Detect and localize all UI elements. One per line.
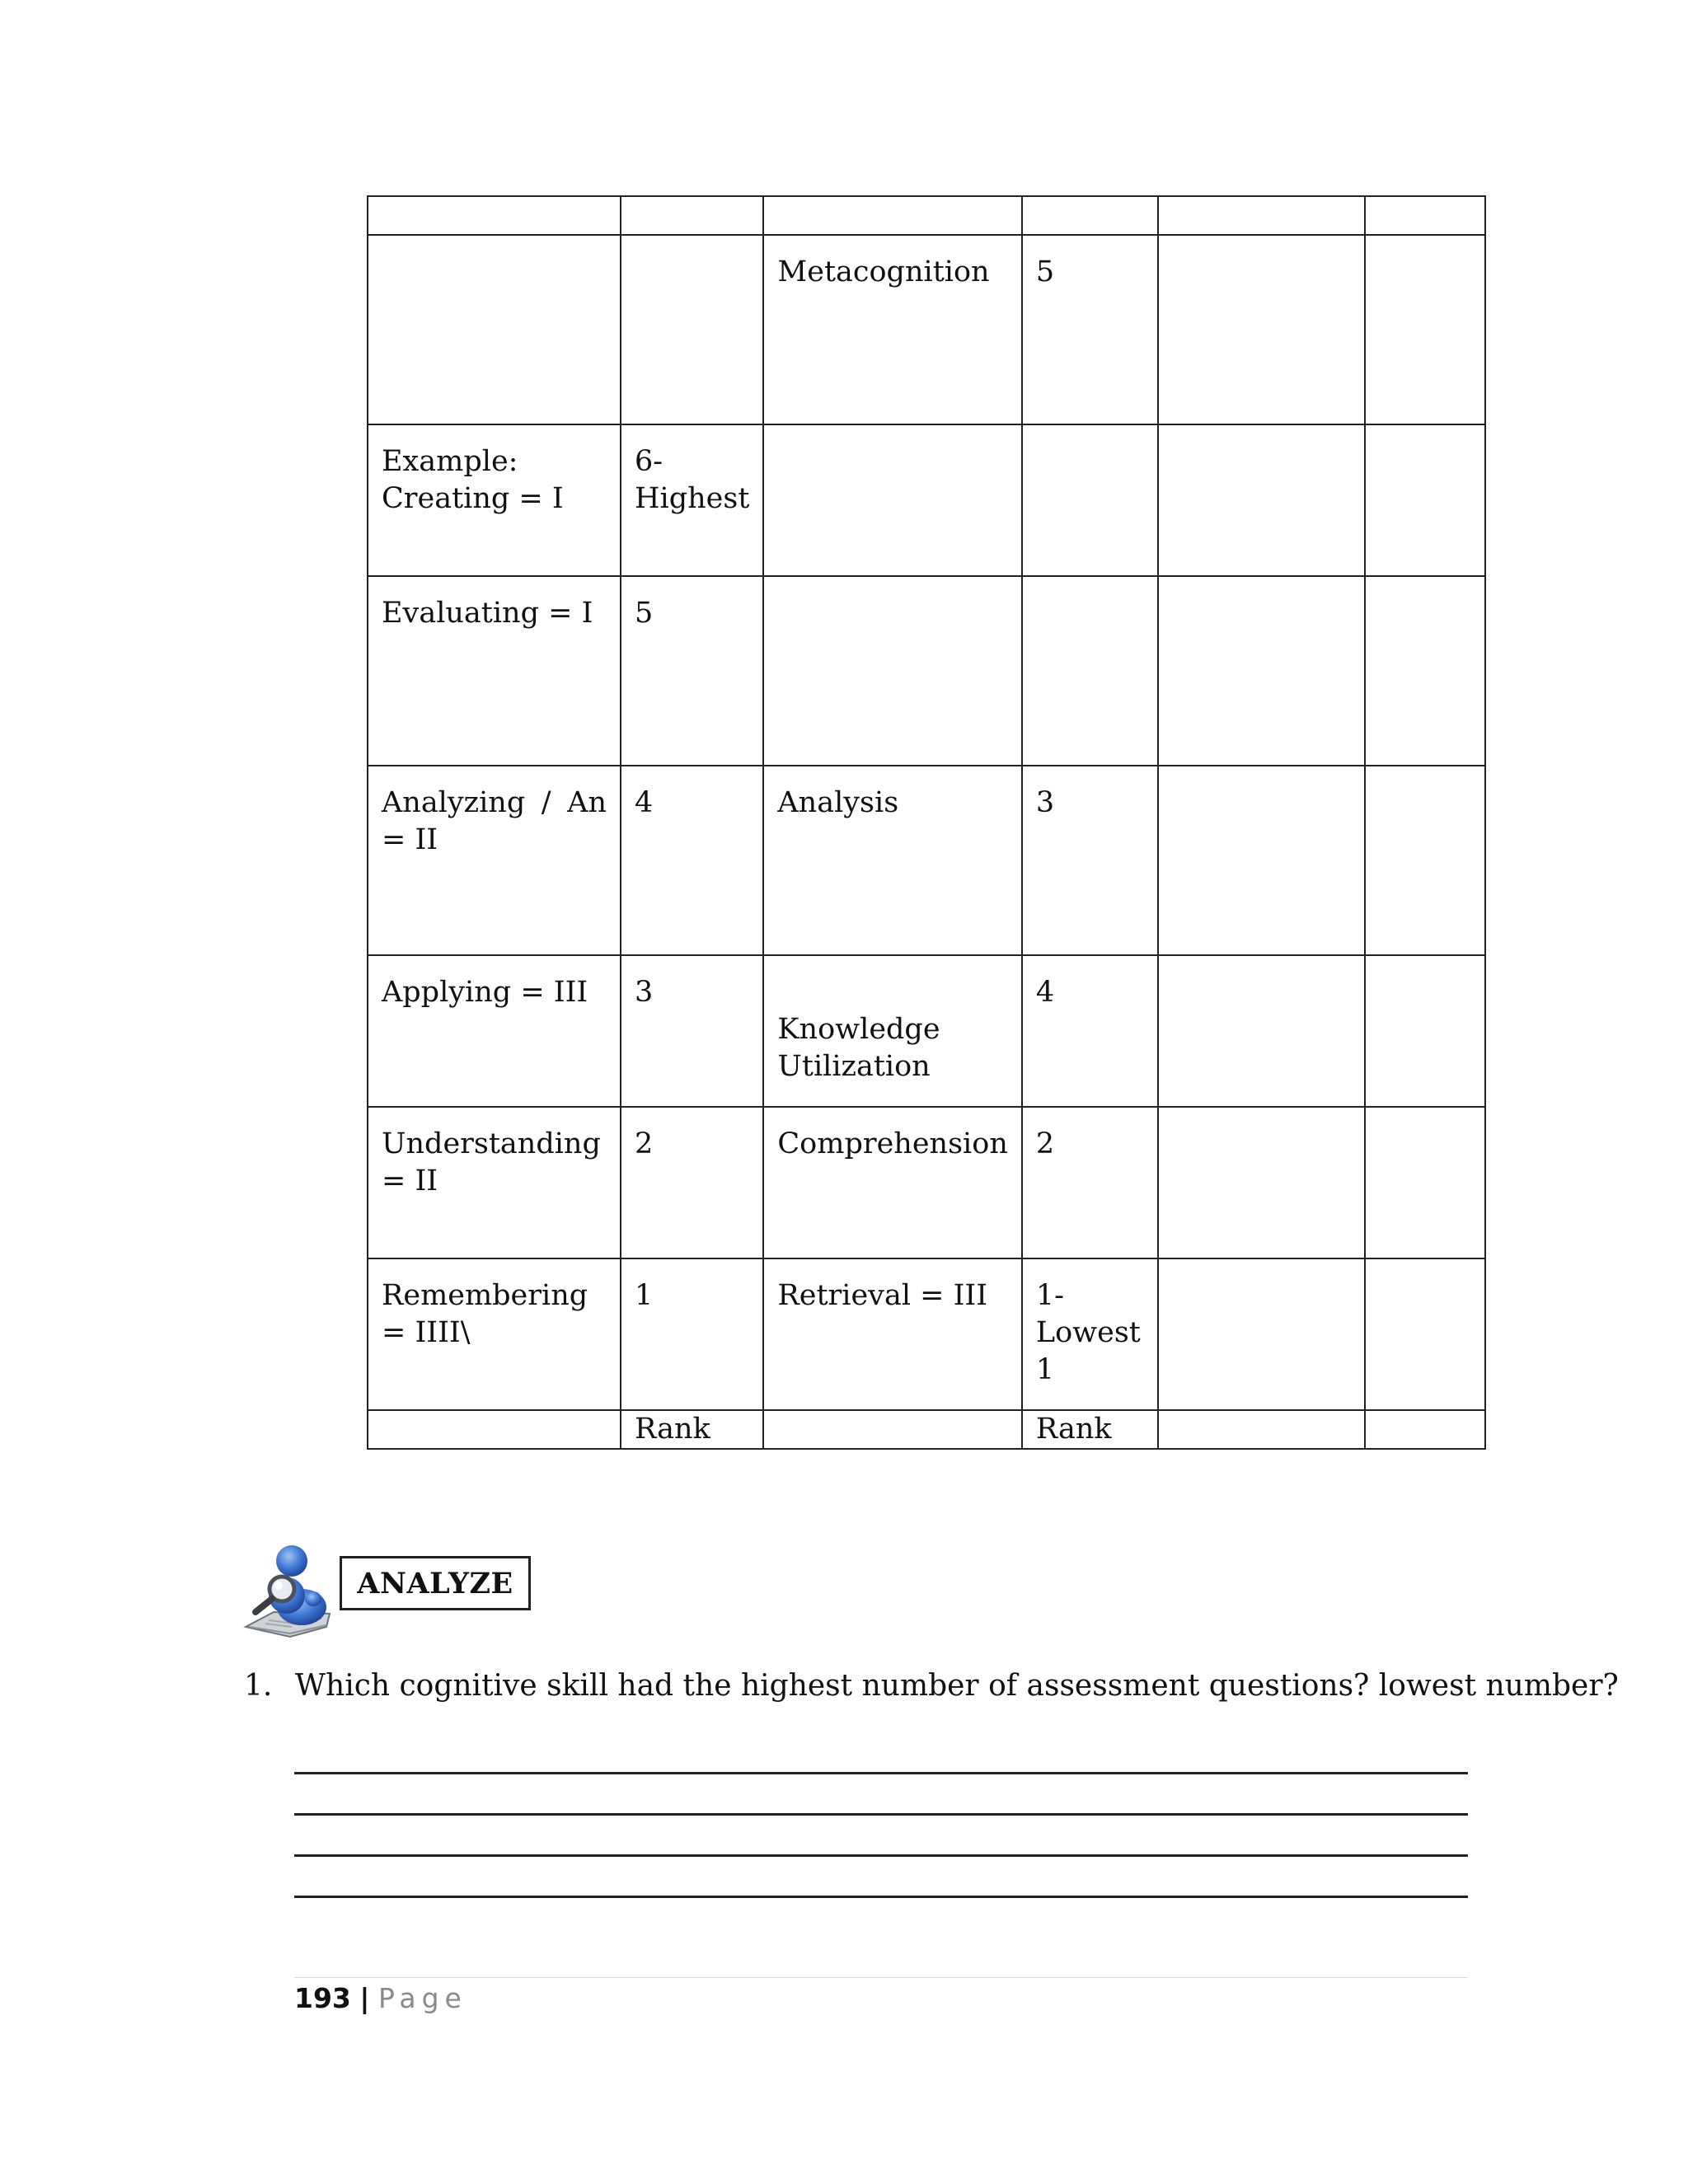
table-cell: Knowledge Utilization bbox=[763, 955, 1021, 1107]
table-row bbox=[368, 955, 1485, 1107]
footer-divider bbox=[294, 1977, 1468, 1978]
table-cell bbox=[1022, 424, 1158, 576]
table-cell bbox=[1365, 576, 1485, 766]
answer-line[interactable] bbox=[294, 1813, 1468, 1816]
table-cell bbox=[1158, 1107, 1365, 1258]
table-cell bbox=[1365, 1107, 1485, 1258]
table-cell: Applying = III bbox=[368, 955, 621, 1107]
table-row bbox=[368, 235, 1485, 424]
table-row bbox=[368, 766, 1485, 955]
table-cell: 3 bbox=[1022, 766, 1158, 955]
question-number: 1. bbox=[244, 1669, 273, 1703]
table-cell: Understanding = II bbox=[368, 1107, 621, 1258]
table-cell bbox=[1365, 766, 1485, 955]
table-cell: 6- Highest bbox=[621, 424, 763, 576]
table-cell bbox=[1158, 196, 1365, 235]
table-cell bbox=[763, 1410, 1021, 1449]
page-footer bbox=[294, 1982, 467, 2014]
table-cell: Retrieval = III bbox=[763, 1258, 1021, 1410]
page-word: Page bbox=[377, 1982, 467, 2014]
table-cell: 1- Lowest 1 bbox=[1022, 1258, 1158, 1410]
question-1 bbox=[244, 1669, 1619, 1703]
rank-header: Rank bbox=[621, 1410, 763, 1449]
table-cell: 5 bbox=[1022, 235, 1158, 424]
answer-line[interactable] bbox=[294, 1854, 1468, 1857]
question-text: Which cognitive skill had the highest number of assessment questions? lowest number? bbox=[295, 1669, 1619, 1703]
table-cell bbox=[1158, 424, 1365, 576]
table-cell: Analysis bbox=[763, 766, 1021, 955]
table-cell: 5 bbox=[621, 576, 763, 766]
table-cell bbox=[1022, 576, 1158, 766]
table-row bbox=[368, 424, 1485, 576]
table-cell bbox=[1158, 766, 1365, 955]
rank-header: Rank bbox=[1022, 1410, 1158, 1449]
table-row bbox=[368, 196, 1485, 235]
page-number: 193 bbox=[294, 1982, 351, 2014]
table-row bbox=[368, 1258, 1485, 1410]
table-cell bbox=[621, 235, 763, 424]
table-cell bbox=[763, 424, 1021, 576]
table-cell bbox=[1365, 235, 1485, 424]
table-cell bbox=[368, 235, 621, 424]
person-with-magnifying-glass-icon bbox=[241, 1541, 338, 1640]
answer-line[interactable] bbox=[294, 1896, 1468, 1898]
table-cell bbox=[763, 576, 1021, 766]
analyze-label: ANALYZE bbox=[340, 1556, 531, 1610]
table-cell: Remembering = IIII\ bbox=[368, 1258, 621, 1410]
table-cell: 1 bbox=[621, 1258, 763, 1410]
table-cell: Example: Creating = I bbox=[368, 424, 621, 576]
table-cell: 4 bbox=[621, 766, 763, 955]
table-cell: 4 bbox=[1022, 955, 1158, 1107]
table-cell bbox=[1158, 235, 1365, 424]
analyze-section bbox=[241, 1541, 554, 1640]
table-cell: Comprehension bbox=[763, 1107, 1021, 1258]
table-row bbox=[368, 576, 1485, 766]
footer-separator: | bbox=[359, 1982, 370, 2014]
table-row bbox=[368, 1410, 1485, 1449]
table-cell bbox=[1365, 196, 1485, 235]
table-cell bbox=[1365, 424, 1485, 576]
table-cell bbox=[763, 196, 1021, 235]
table-cell: 3 bbox=[621, 955, 763, 1107]
table-cell: Analyzing / An = II bbox=[368, 766, 621, 955]
table-cell bbox=[1158, 576, 1365, 766]
table-cell bbox=[1158, 1258, 1365, 1410]
table-cell bbox=[1158, 955, 1365, 1107]
answer-line[interactable] bbox=[294, 1772, 1468, 1774]
table-cell bbox=[1365, 1258, 1485, 1410]
table-cell: Evaluating = I bbox=[368, 576, 621, 766]
table-cell bbox=[1365, 1410, 1485, 1449]
table-cell: Metacognition bbox=[763, 235, 1021, 424]
table-cell bbox=[621, 196, 763, 235]
table-cell: 2 bbox=[621, 1107, 763, 1258]
table-cell bbox=[368, 196, 621, 235]
table-cell bbox=[1158, 1410, 1365, 1449]
table-cell bbox=[368, 1410, 621, 1449]
table-cell bbox=[1365, 955, 1485, 1107]
table-row bbox=[368, 1107, 1485, 1258]
table-cell: 2 bbox=[1022, 1107, 1158, 1258]
table-cell bbox=[1022, 196, 1158, 235]
cognitive-skills-table bbox=[367, 195, 1486, 1450]
